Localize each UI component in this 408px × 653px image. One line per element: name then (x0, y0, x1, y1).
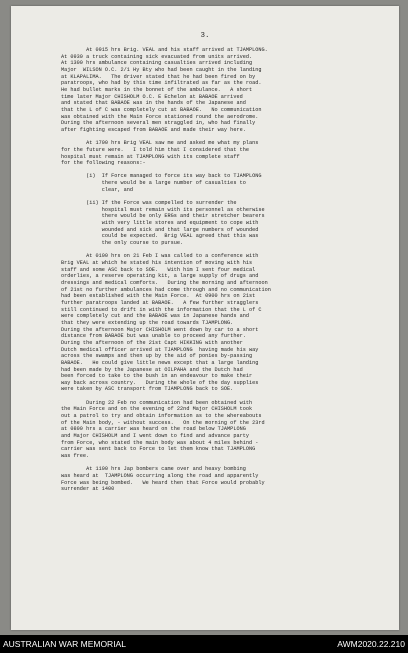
archive-footer-bar (0, 635, 408, 653)
document-page (11, 6, 399, 630)
archive-reference: AWM2020.22.210 (337, 639, 405, 649)
page-number: 3. (200, 32, 210, 40)
typed-report-text: At 0915 hrs Brig. VEAL and his staff arrived at TJAMPLONG. At 0930 a truck containing sick evacuated from units arrived. At 1300 hrs ambulance containing casualties arrived including Major WILSON O.C. 2/1 Hy Bty who had been caught in the landing at KLAPALIMA. The driver stated that he had been fired on by paratroops, who had by this time infiltrated as far as the road. He had bullet marks in the bonnet of the ambulance. A short time later Major CHISHOLM O.C. E Echelon at BABAOE arrived and stated that BABAOE was in the hands of the Japanese and that the L of C was completely cut at BABAOE. No communication was obtained with the Main Force stationed round the aerodrome. During the afternoon several men straggled in, who had finally after fighting escaped from BABAOE and made their way here. At 1700 hrs Brig VEAL saw me and asked me what my plans for the future were. I told him that I considered that the hospital must remain at TJAMPLONG with its complete staff for the following reasons:- (i) If Force managed to force its way back to TJAMPLONG there would be a large number of casualties to clear, and (ii) If the Force was compelled to surrender the hospital must remain with its personnel as otherwise there would be only ERGs and their stretcher bearers with very little stores and equipment to cope with wounded and sick and that large numbers of wounded could be expected. Brig VEAL agreed that this was the only course to pursue. At 0100 hrs on 21 Feb I was called to a conference with Brig VEAL at which he stated his intention of moving with his staff and some ASC back to SOE. With him I sent four medical orderlies, a reserve operating kit, a large supply of drugs and dressings and medical comforts. During the morning and afternoon of 21st no further ambulances had come through and no communication had been established with the Main Force. At 0900 hrs on 21st further paratroops landed at BABAOE. A few further stragglers still continued to drift in with the information that the L of C were completely cut and the BABAOE was in Japanese hands and that they were extending up the road towards TJAMPLONG. During the afternoon Major CHISHOLM went down by car to a short distance from BABAOE but was unable to proceed any further. During the afternoon of the 21st Capt HIKKING with another Dutch medical officer arrived at TJAMPLONG having made his way across the swamps and then up by the aid of ponies by-passing BABAOE. He could give little news except that a large landing had been made by the Japanese at OILPAHA and the Dutch had been forced to take to the bush in an endeavour to make their way back across country. During the whole of the day supplies were taken by ASC transport from TJAMPLONG back to SOE. During 22 Feb no communication had been obtained with the Main Force and on the evening of 22nd Major CHISHOLM took out a patrol to try and obtain information as to the whereabouts of the Main body, - without success. On the morning of the 23rd at 0800 hrs a carrier was heard on the road below TJAMPLONG and Major CHISHOLM and I went down to find and advance party from Force, who stated the main body was about 4 miles behind - carrier was sent back to Force to let them know that TJAMPLONG was free. At 1100 hrs Jap bombers came over and heavy bombing was heard at TJAMPLONG occurring along the road and apparently Force was being bombed. We heard then that Force would probably surrender at 1400 (61, 47, 271, 493)
archive-name: AUSTRALIAN WAR MEMORIAL (3, 639, 126, 649)
